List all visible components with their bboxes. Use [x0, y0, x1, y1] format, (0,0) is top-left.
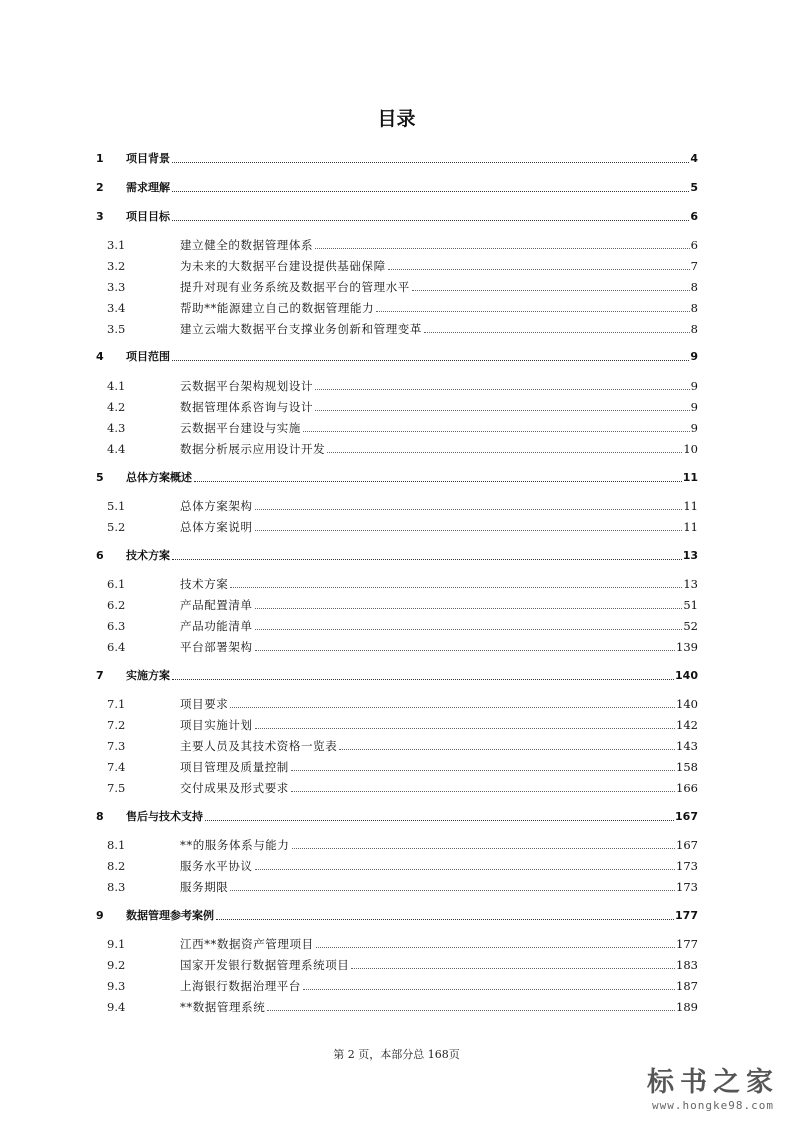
toc-section-entry[interactable] [93, 594, 698, 612]
toc-dot-leader [172, 679, 674, 680]
toc-entry-number: 4.1 [107, 379, 126, 393]
toc-section-entry[interactable] [93, 777, 698, 795]
toc-chapter-entry[interactable] [93, 665, 698, 683]
toc-section-entry[interactable] [93, 636, 698, 654]
toc-dot-leader [172, 220, 689, 221]
toc-entry-number: 3.1 [107, 238, 126, 252]
toc-section-entry[interactable] [93, 996, 698, 1014]
toc-section-entry[interactable] [93, 495, 698, 513]
toc-section-entry[interactable] [93, 714, 698, 732]
toc-entry-title: 总体方案架构 [180, 499, 253, 513]
toc-dot-leader [255, 650, 675, 651]
toc-entry-page-number: 140 [676, 697, 698, 711]
toc-section-entry[interactable] [93, 396, 698, 414]
toc-entry-page-number: 183 [676, 958, 698, 972]
toc-dot-leader [172, 191, 689, 192]
toc-chapter-entry[interactable] [93, 545, 698, 563]
toc-entry-page-number: 9 [690, 350, 698, 363]
toc-dot-leader [315, 389, 690, 390]
toc-entry-title: **的服务体系与能力 [180, 838, 290, 852]
toc-entry-page-number: 11 [683, 520, 698, 534]
toc-entry-page-number: 177 [675, 909, 698, 922]
toc-dot-leader [230, 587, 682, 588]
toc-entry-number: 7.4 [107, 760, 126, 774]
toc-entry-page-number: 11 [682, 471, 698, 484]
toc-dot-leader [303, 431, 690, 432]
toc-dot-leader [292, 848, 676, 849]
toc-chapter-entry[interactable] [93, 467, 698, 485]
toc-dot-leader [172, 559, 682, 560]
toc-entry-page-number: 13 [683, 577, 698, 591]
page-title: 目录 [377, 108, 416, 130]
toc-entry-number: 7 [96, 669, 104, 682]
toc-section-entry[interactable] [93, 276, 698, 294]
toc-entry-title: 云数据平台架构规划设计 [180, 379, 314, 393]
toc-entry-page-number: 187 [676, 979, 698, 993]
toc-entry-page-number: 9 [690, 379, 698, 393]
toc-entry-title: 数据管理参考案例 [126, 909, 214, 922]
toc-dot-leader [267, 1010, 675, 1011]
toc-dot-leader [230, 707, 675, 708]
toc-section-entry[interactable] [93, 417, 698, 435]
toc-entry-number: 3.2 [107, 259, 126, 273]
toc-dot-leader [339, 749, 675, 750]
toc-entry-number: 6.1 [107, 577, 126, 591]
page-footer: 第 2 页，本部分总 168页 [333, 1048, 460, 1061]
toc-chapter-entry[interactable] [93, 148, 698, 166]
toc-entry-page-number: 142 [676, 718, 698, 732]
toc-entry-page-number: 177 [676, 937, 698, 951]
toc-entry-number: 6 [96, 549, 104, 562]
toc-section-entry[interactable] [93, 855, 698, 873]
toc-entry-page-number: 10 [683, 442, 698, 456]
toc-dot-leader [255, 629, 683, 630]
toc-entry-number: 6.2 [107, 598, 126, 612]
toc-entry-page-number: 158 [676, 760, 698, 774]
toc-dot-leader [303, 989, 675, 990]
toc-section-entry[interactable] [93, 255, 698, 273]
toc-entry-number: 7.3 [107, 739, 126, 753]
toc-entry-title: 项目背景 [126, 152, 170, 165]
toc-entry-page-number: 13 [682, 549, 698, 562]
toc-section-entry[interactable] [93, 615, 698, 633]
toc-section-entry[interactable] [93, 318, 698, 336]
toc-entry-number: 6.4 [107, 640, 126, 654]
toc-dot-leader [316, 947, 675, 948]
toc-section-entry[interactable] [93, 735, 698, 753]
toc-dot-leader [315, 410, 690, 411]
toc-section-entry[interactable] [93, 516, 698, 534]
toc-entry-title: 技术方案 [180, 577, 229, 591]
toc-dot-leader [255, 869, 675, 870]
toc-dot-leader [291, 770, 675, 771]
toc-entry-page-number: 7 [690, 259, 698, 273]
toc-entry-page-number: 139 [676, 640, 698, 654]
toc-entry-title: 产品配置清单 [180, 598, 253, 612]
toc-entry-title: 总体方案概述 [126, 471, 192, 484]
toc-entry-page-number: 6 [690, 210, 698, 223]
watermark [647, 1060, 779, 1112]
toc-entry-title: 产品功能清单 [180, 619, 253, 633]
toc-entry-title: 提升对现有业务系统及数据平台的管理水平 [180, 280, 410, 294]
toc-entry-number: 4.3 [107, 421, 126, 435]
toc-entry-title: 帮助**能源建立自己的数据管理能力 [180, 301, 375, 315]
toc-entry-title: 上海银行数据治理平台 [180, 979, 301, 993]
toc-dot-leader [230, 890, 675, 891]
toc-entry-page-number: 6 [690, 238, 698, 252]
toc-dot-leader [194, 481, 682, 482]
toc-dot-leader [351, 968, 675, 969]
toc-entry-page-number: 8 [690, 280, 698, 294]
toc-entry-number: 5.1 [107, 499, 126, 513]
toc-dot-leader [172, 162, 689, 163]
toc-entry-page-number: 11 [683, 499, 698, 513]
toc-section-entry[interactable] [93, 975, 698, 993]
toc-chapter-entry[interactable] [93, 806, 698, 824]
toc-dot-leader [172, 360, 689, 361]
toc-dot-leader [315, 248, 690, 249]
toc-entry-title: 服务期限 [180, 880, 229, 894]
toc-dot-leader [291, 791, 675, 792]
toc-entry-number: 5 [96, 471, 104, 484]
toc-entry-number: 1 [96, 152, 104, 165]
toc-dot-leader [216, 919, 674, 920]
toc-section-entry[interactable] [93, 438, 698, 456]
toc-chapter-entry[interactable] [93, 177, 698, 195]
toc-entry-title: 需求理解 [126, 181, 170, 194]
toc-entry-page-number: 143 [676, 739, 698, 753]
toc-entry-page-number: 173 [676, 880, 698, 894]
toc-entry-number: 7.5 [107, 781, 126, 795]
toc-dot-leader [327, 452, 682, 453]
toc-section-entry[interactable] [93, 876, 698, 894]
toc-entry-page-number: 52 [683, 619, 698, 633]
toc-entry-page-number: 189 [676, 1000, 698, 1014]
toc-entry-number: 8.3 [107, 880, 126, 894]
toc-entry-title: **数据管理系统 [180, 1000, 266, 1014]
toc-entry-title: 主要人员及其技术资格一览表 [180, 739, 338, 753]
toc-entry-number: 7.2 [107, 718, 126, 732]
toc-section-entry[interactable] [93, 573, 698, 591]
toc-chapter-entry[interactable] [93, 346, 698, 364]
toc-entry-number: 9 [96, 909, 104, 922]
toc-entry-number: 9.2 [107, 958, 126, 972]
toc-entry-title: 数据分析展示应用设计开发 [180, 442, 326, 456]
toc-entry-page-number: 166 [676, 781, 698, 795]
toc-entry-number: 8.1 [107, 838, 126, 852]
toc-section-entry[interactable] [93, 834, 698, 852]
toc-entry-number: 4.2 [107, 400, 126, 414]
toc-dot-leader [412, 290, 690, 291]
toc-entry-page-number: 4 [690, 152, 698, 165]
toc-dot-leader [376, 311, 689, 312]
watermark-url: www.hongke98.com [652, 1099, 774, 1112]
toc-entry-number: 9.3 [107, 979, 126, 993]
toc-entry-page-number: 51 [683, 598, 698, 612]
toc-entry-title: 建立健全的数据管理体系 [180, 238, 314, 252]
toc-dot-leader [255, 728, 675, 729]
toc-entry-title: 建立云端大数据平台支撑业务创新和管理变革 [180, 322, 422, 336]
toc-entry-page-number: 167 [676, 838, 698, 852]
toc-section-entry[interactable] [93, 234, 698, 252]
toc-entry-page-number: 8 [690, 301, 698, 315]
toc-section-entry[interactable] [93, 375, 698, 393]
toc-entry-title: 平台部署架构 [180, 640, 253, 654]
toc-entry-number: 3.5 [107, 322, 126, 336]
toc-section-entry[interactable] [93, 756, 698, 774]
toc-entry-page-number: 173 [676, 859, 698, 873]
toc-entry-number: 3.4 [107, 301, 126, 315]
toc-entry-title: 项目管理及质量控制 [180, 760, 289, 774]
toc-dot-leader [388, 269, 690, 270]
toc-entry-title: 项目要求 [180, 697, 229, 711]
toc-section-entry[interactable] [93, 693, 698, 711]
toc-section-entry[interactable] [93, 954, 698, 972]
toc-entry-title: 云数据平台建设与实施 [180, 421, 301, 435]
toc-entry-number: 6.3 [107, 619, 126, 633]
toc-entry-title: 数据管理体系咨询与设计 [180, 400, 314, 414]
toc-entry-page-number: 9 [690, 400, 698, 414]
toc-entry-title: 项目范围 [126, 350, 170, 363]
toc-entry-title: 交付成果及形式要求 [180, 781, 289, 795]
toc-entry-number: 8 [96, 810, 104, 823]
toc-entry-title: 江西**数据资产管理项目 [180, 937, 314, 951]
toc-entry-title: 项目目标 [126, 210, 170, 223]
toc-dot-leader [255, 509, 683, 510]
toc-entry-page-number: 167 [675, 810, 698, 823]
toc-section-entry[interactable] [93, 297, 698, 315]
watermark-brand: 标书之家 [647, 1067, 779, 1098]
toc-entry-number: 3.3 [107, 280, 126, 294]
toc-entry-title: 售后与技术支持 [126, 810, 203, 823]
toc-entry-number: 7.1 [107, 697, 126, 711]
toc-entry-number: 4 [96, 350, 104, 363]
toc-entry-page-number: 8 [690, 322, 698, 336]
toc-dot-leader [255, 608, 683, 609]
toc-entry-page-number: 140 [675, 669, 698, 682]
toc-entry-number: 9.1 [107, 937, 126, 951]
toc-section-entry[interactable] [93, 933, 698, 951]
toc-entry-title: 国家开发银行数据管理系统项目 [180, 958, 350, 972]
toc-entry-title: 服务水平协议 [180, 859, 253, 873]
toc-chapter-entry[interactable] [93, 206, 698, 224]
toc-entry-title: 总体方案说明 [180, 520, 253, 534]
toc-chapter-entry[interactable] [93, 905, 698, 923]
toc-entry-number: 8.2 [107, 859, 126, 873]
toc-entry-number: 9.4 [107, 1000, 126, 1014]
toc-entry-page-number: 9 [690, 421, 698, 435]
toc-dot-leader [424, 332, 690, 333]
toc-entry-title: 技术方案 [126, 549, 170, 562]
toc-entry-title: 项目实施计划 [180, 718, 253, 732]
toc-entry-title: 为未来的大数据平台建设提供基础保障 [180, 259, 386, 273]
toc-entry-page-number: 5 [690, 181, 698, 194]
toc-dot-leader [255, 530, 683, 531]
toc-entry-number: 3 [96, 210, 104, 223]
toc-entry-number: 5.2 [107, 520, 126, 534]
toc-dot-leader [205, 820, 674, 821]
toc-entry-title: 实施方案 [126, 669, 170, 682]
toc-entry-number: 2 [96, 181, 104, 194]
toc-entry-number: 4.4 [107, 442, 126, 456]
